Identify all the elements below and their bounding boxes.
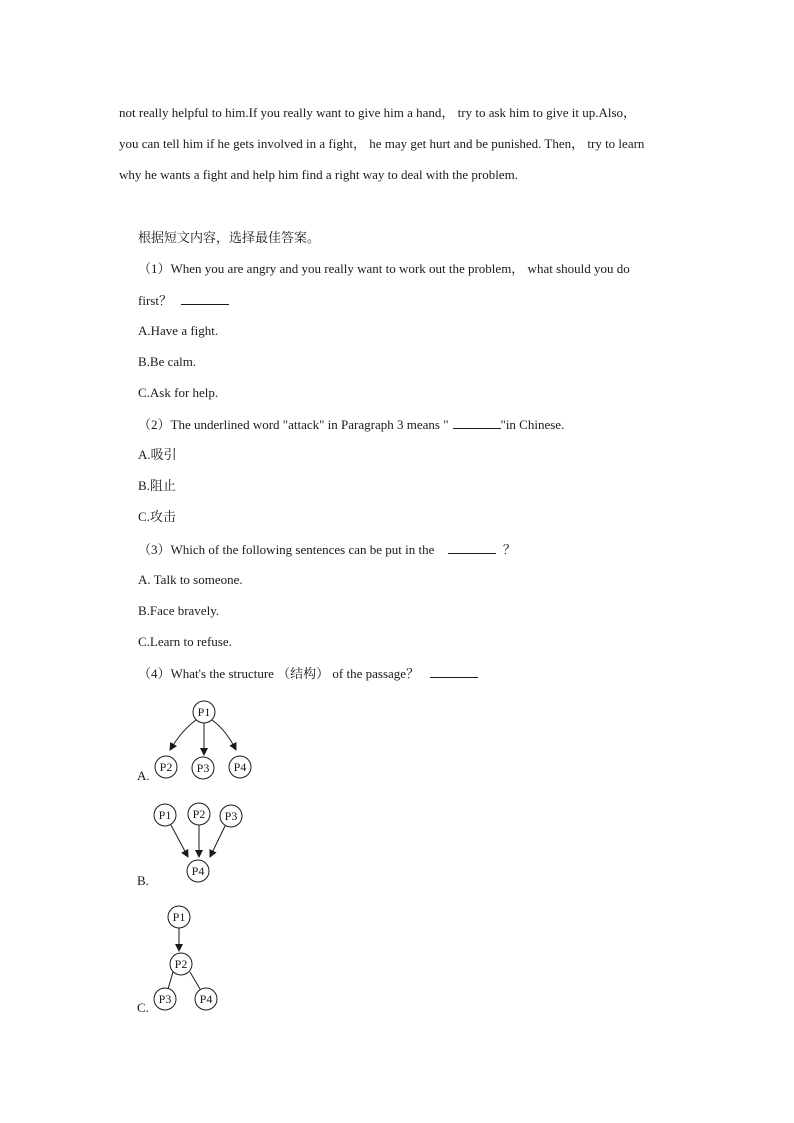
- node-p4: P4: [199, 992, 213, 1006]
- question-1-line-2: [138, 292, 229, 309]
- node-p1: P1: [158, 808, 172, 822]
- option-3b[interactable]: B.Face bravely.: [138, 603, 220, 618]
- node-p3: P3: [224, 809, 238, 823]
- structure-diagram-c[interactable]: [148, 903, 228, 1017]
- answer-blank[interactable]: [453, 416, 501, 429]
- question-3: [138, 541, 516, 558]
- option-3c[interactable]: C.Learn to refuse.: [138, 634, 232, 649]
- instruction: 根据短文内容，选择最佳答案。: [138, 230, 321, 245]
- question-number: （1）: [138, 261, 171, 276]
- question-text: first？: [138, 293, 172, 308]
- option-1a[interactable]: A.Have a fight.: [138, 323, 219, 338]
- structure-diagram-b[interactable]: [148, 800, 248, 892]
- node-p1: P1: [197, 705, 211, 719]
- question-text-after: "in Chinese.: [500, 417, 565, 432]
- passage-line-2: you can tell him if he gets involved in a fight， he may get hurt and be punished. Then， try to learn: [119, 136, 645, 151]
- question-4: [138, 665, 478, 682]
- option-3a[interactable]: A. Talk to someone.: [138, 572, 243, 587]
- option-1c[interactable]: C.Ask for help.: [138, 385, 219, 400]
- option-2b[interactable]: B.阻止: [138, 478, 176, 493]
- question-number: （3）: [138, 542, 171, 557]
- node-p2: P2: [174, 957, 188, 971]
- option-4b-label[interactable]: B.: [137, 873, 149, 888]
- question-number: （4）: [138, 666, 171, 681]
- passage-line-3: why he wants a fight and help him find a right way to deal with the problem.: [119, 167, 518, 182]
- node-p3: P3: [196, 761, 210, 775]
- question-text: What's the structure （结构） of the passage？: [170, 666, 420, 681]
- question-number: （2）: [138, 417, 171, 432]
- node-p4: P4: [191, 864, 205, 878]
- node-p2: P2: [192, 807, 206, 821]
- answer-blank[interactable]: [181, 292, 229, 305]
- question-text: Which of the following sentences can be put in the: [170, 542, 435, 557]
- node-p3: P3: [158, 992, 172, 1006]
- node-p1: P1: [172, 910, 186, 924]
- option-1b[interactable]: B.Be calm.: [138, 354, 197, 369]
- question-2: [138, 416, 564, 433]
- question-text: The underlined word "attack" in Paragraph 3 means ": [170, 417, 449, 432]
- option-4a-label[interactable]: A.: [137, 768, 150, 783]
- answer-blank[interactable]: [430, 665, 478, 678]
- passage-line-1: not really helpful to him.If you really want to give him a hand， try to ask him to give it up.Also，: [119, 105, 637, 120]
- option-2a[interactable]: A.吸引: [138, 447, 177, 462]
- option-4c-label[interactable]: C.: [137, 1000, 149, 1015]
- question-1: [138, 261, 630, 277]
- structure-diagram-a[interactable]: [148, 698, 258, 788]
- node-p2: P2: [159, 760, 173, 774]
- answer-blank[interactable]: [448, 541, 496, 554]
- question-mark: ？: [502, 542, 516, 557]
- question-text: When you are angry and you really want to work out the problem， what should you do: [170, 261, 630, 276]
- node-p4: P4: [233, 760, 247, 774]
- option-2c[interactable]: C.攻击: [138, 509, 176, 524]
